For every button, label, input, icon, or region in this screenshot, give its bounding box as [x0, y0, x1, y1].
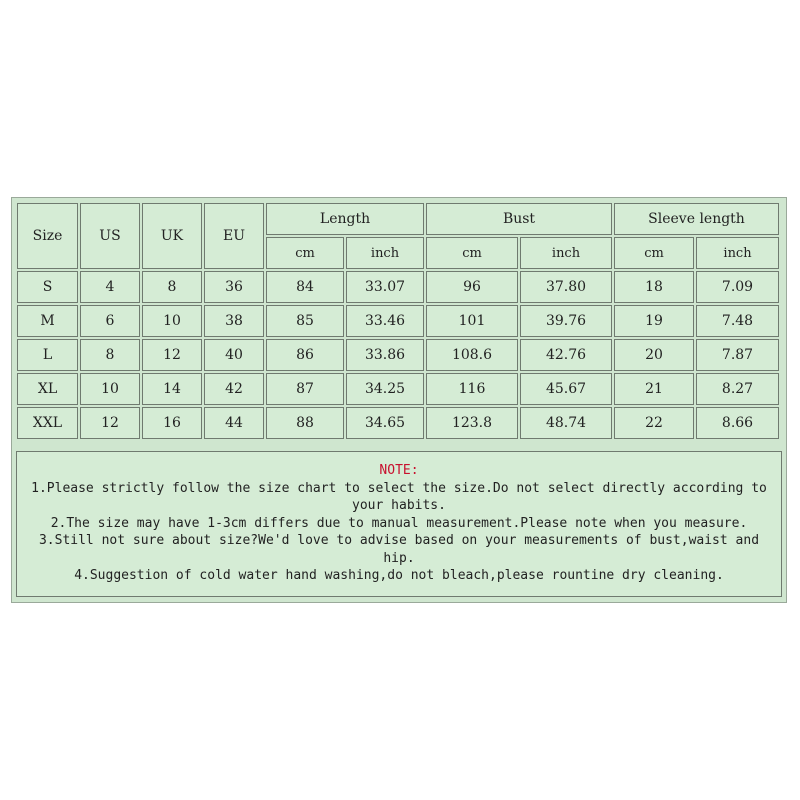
size-cell: M — [17, 305, 78, 337]
value-cell: 44 — [204, 407, 264, 439]
header-uk: UK — [142, 203, 202, 269]
note-item: 2.The size may have 1-3cm differs due to manual measurement.Please note when you measure. — [50, 515, 748, 531]
value-cell: 8 — [142, 271, 202, 303]
value-cell: 34.65 — [346, 407, 424, 439]
value-cell: 4 — [80, 271, 140, 303]
value-cell: 96 — [426, 271, 518, 303]
value-cell: 16 — [142, 407, 202, 439]
header-length: Length — [266, 203, 424, 235]
value-cell: 20 — [614, 339, 694, 371]
note-title: NOTE: — [379, 463, 419, 478]
value-cell: 88 — [266, 407, 344, 439]
value-cell: 42.76 — [520, 339, 612, 371]
value-cell: 86 — [266, 339, 344, 371]
value-cell: 7.09 — [696, 271, 779, 303]
value-cell: 38 — [204, 305, 264, 337]
value-cell: 6 — [80, 305, 140, 337]
header-length-inch: inch — [346, 237, 424, 269]
value-cell: 48.74 — [520, 407, 612, 439]
value-cell: 45.67 — [520, 373, 612, 405]
value-cell: 116 — [426, 373, 518, 405]
value-cell: 108.6 — [426, 339, 518, 371]
header-bust-cm: cm — [426, 237, 518, 269]
note-item: 4.Suggestion of cold water hand washing,do not bleach,please rountine dry cleaning. — [74, 568, 724, 583]
value-cell: 18 — [614, 271, 694, 303]
value-cell: 7.48 — [696, 305, 779, 337]
header-length-cm: cm — [266, 237, 344, 269]
value-cell: 12 — [80, 407, 140, 439]
value-cell: 101 — [426, 305, 518, 337]
note-item: 3.Still not sure about size?We'd love to advise based on your measurements of bust,waist and hip. — [38, 533, 760, 566]
value-cell: 10 — [142, 305, 202, 337]
value-cell: 34.25 — [346, 373, 424, 405]
header-sleeve-cm: cm — [614, 237, 694, 269]
note-item: 1.Please strictly follow the size chart to select the size.Do not select directly according to your habits. — [31, 480, 767, 513]
size-cell: XXL — [17, 407, 78, 439]
note-box — [16, 451, 782, 597]
header-sleeve-inch: inch — [696, 237, 779, 269]
table-row — [17, 305, 779, 337]
value-cell: 39.76 — [520, 305, 612, 337]
value-cell: 33.07 — [346, 271, 424, 303]
size-cell: L — [17, 339, 78, 371]
value-cell: 8.66 — [696, 407, 779, 439]
size-table — [15, 201, 781, 441]
value-cell: 33.46 — [346, 305, 424, 337]
header-size: Size — [17, 203, 78, 269]
table-row — [17, 271, 779, 303]
header-row-1 — [17, 203, 779, 235]
value-cell: 123.8 — [426, 407, 518, 439]
value-cell: 84 — [266, 271, 344, 303]
size-cell: XL — [17, 373, 78, 405]
value-cell: 8.27 — [696, 373, 779, 405]
header-us: US — [80, 203, 140, 269]
header-bust-inch: inch — [520, 237, 612, 269]
value-cell: 40 — [204, 339, 264, 371]
value-cell: 12 — [142, 339, 202, 371]
header-bust: Bust — [426, 203, 612, 235]
value-cell: 85 — [266, 305, 344, 337]
size-chart — [11, 197, 787, 603]
value-cell: 10 — [80, 373, 140, 405]
size-cell: S — [17, 271, 78, 303]
value-cell: 87 — [266, 373, 344, 405]
value-cell: 33.86 — [346, 339, 424, 371]
value-cell: 19 — [614, 305, 694, 337]
value-cell: 14 — [142, 373, 202, 405]
table-row — [17, 373, 779, 405]
header-sleeve-length: Sleeve length — [614, 203, 779, 235]
value-cell: 8 — [80, 339, 140, 371]
table-row — [17, 407, 779, 439]
value-cell: 22 — [614, 407, 694, 439]
header-eu: EU — [204, 203, 264, 269]
table-row — [17, 339, 779, 371]
value-cell: 42 — [204, 373, 264, 405]
value-cell: 7.87 — [696, 339, 779, 371]
value-cell: 36 — [204, 271, 264, 303]
value-cell: 37.80 — [520, 271, 612, 303]
value-cell: 21 — [614, 373, 694, 405]
